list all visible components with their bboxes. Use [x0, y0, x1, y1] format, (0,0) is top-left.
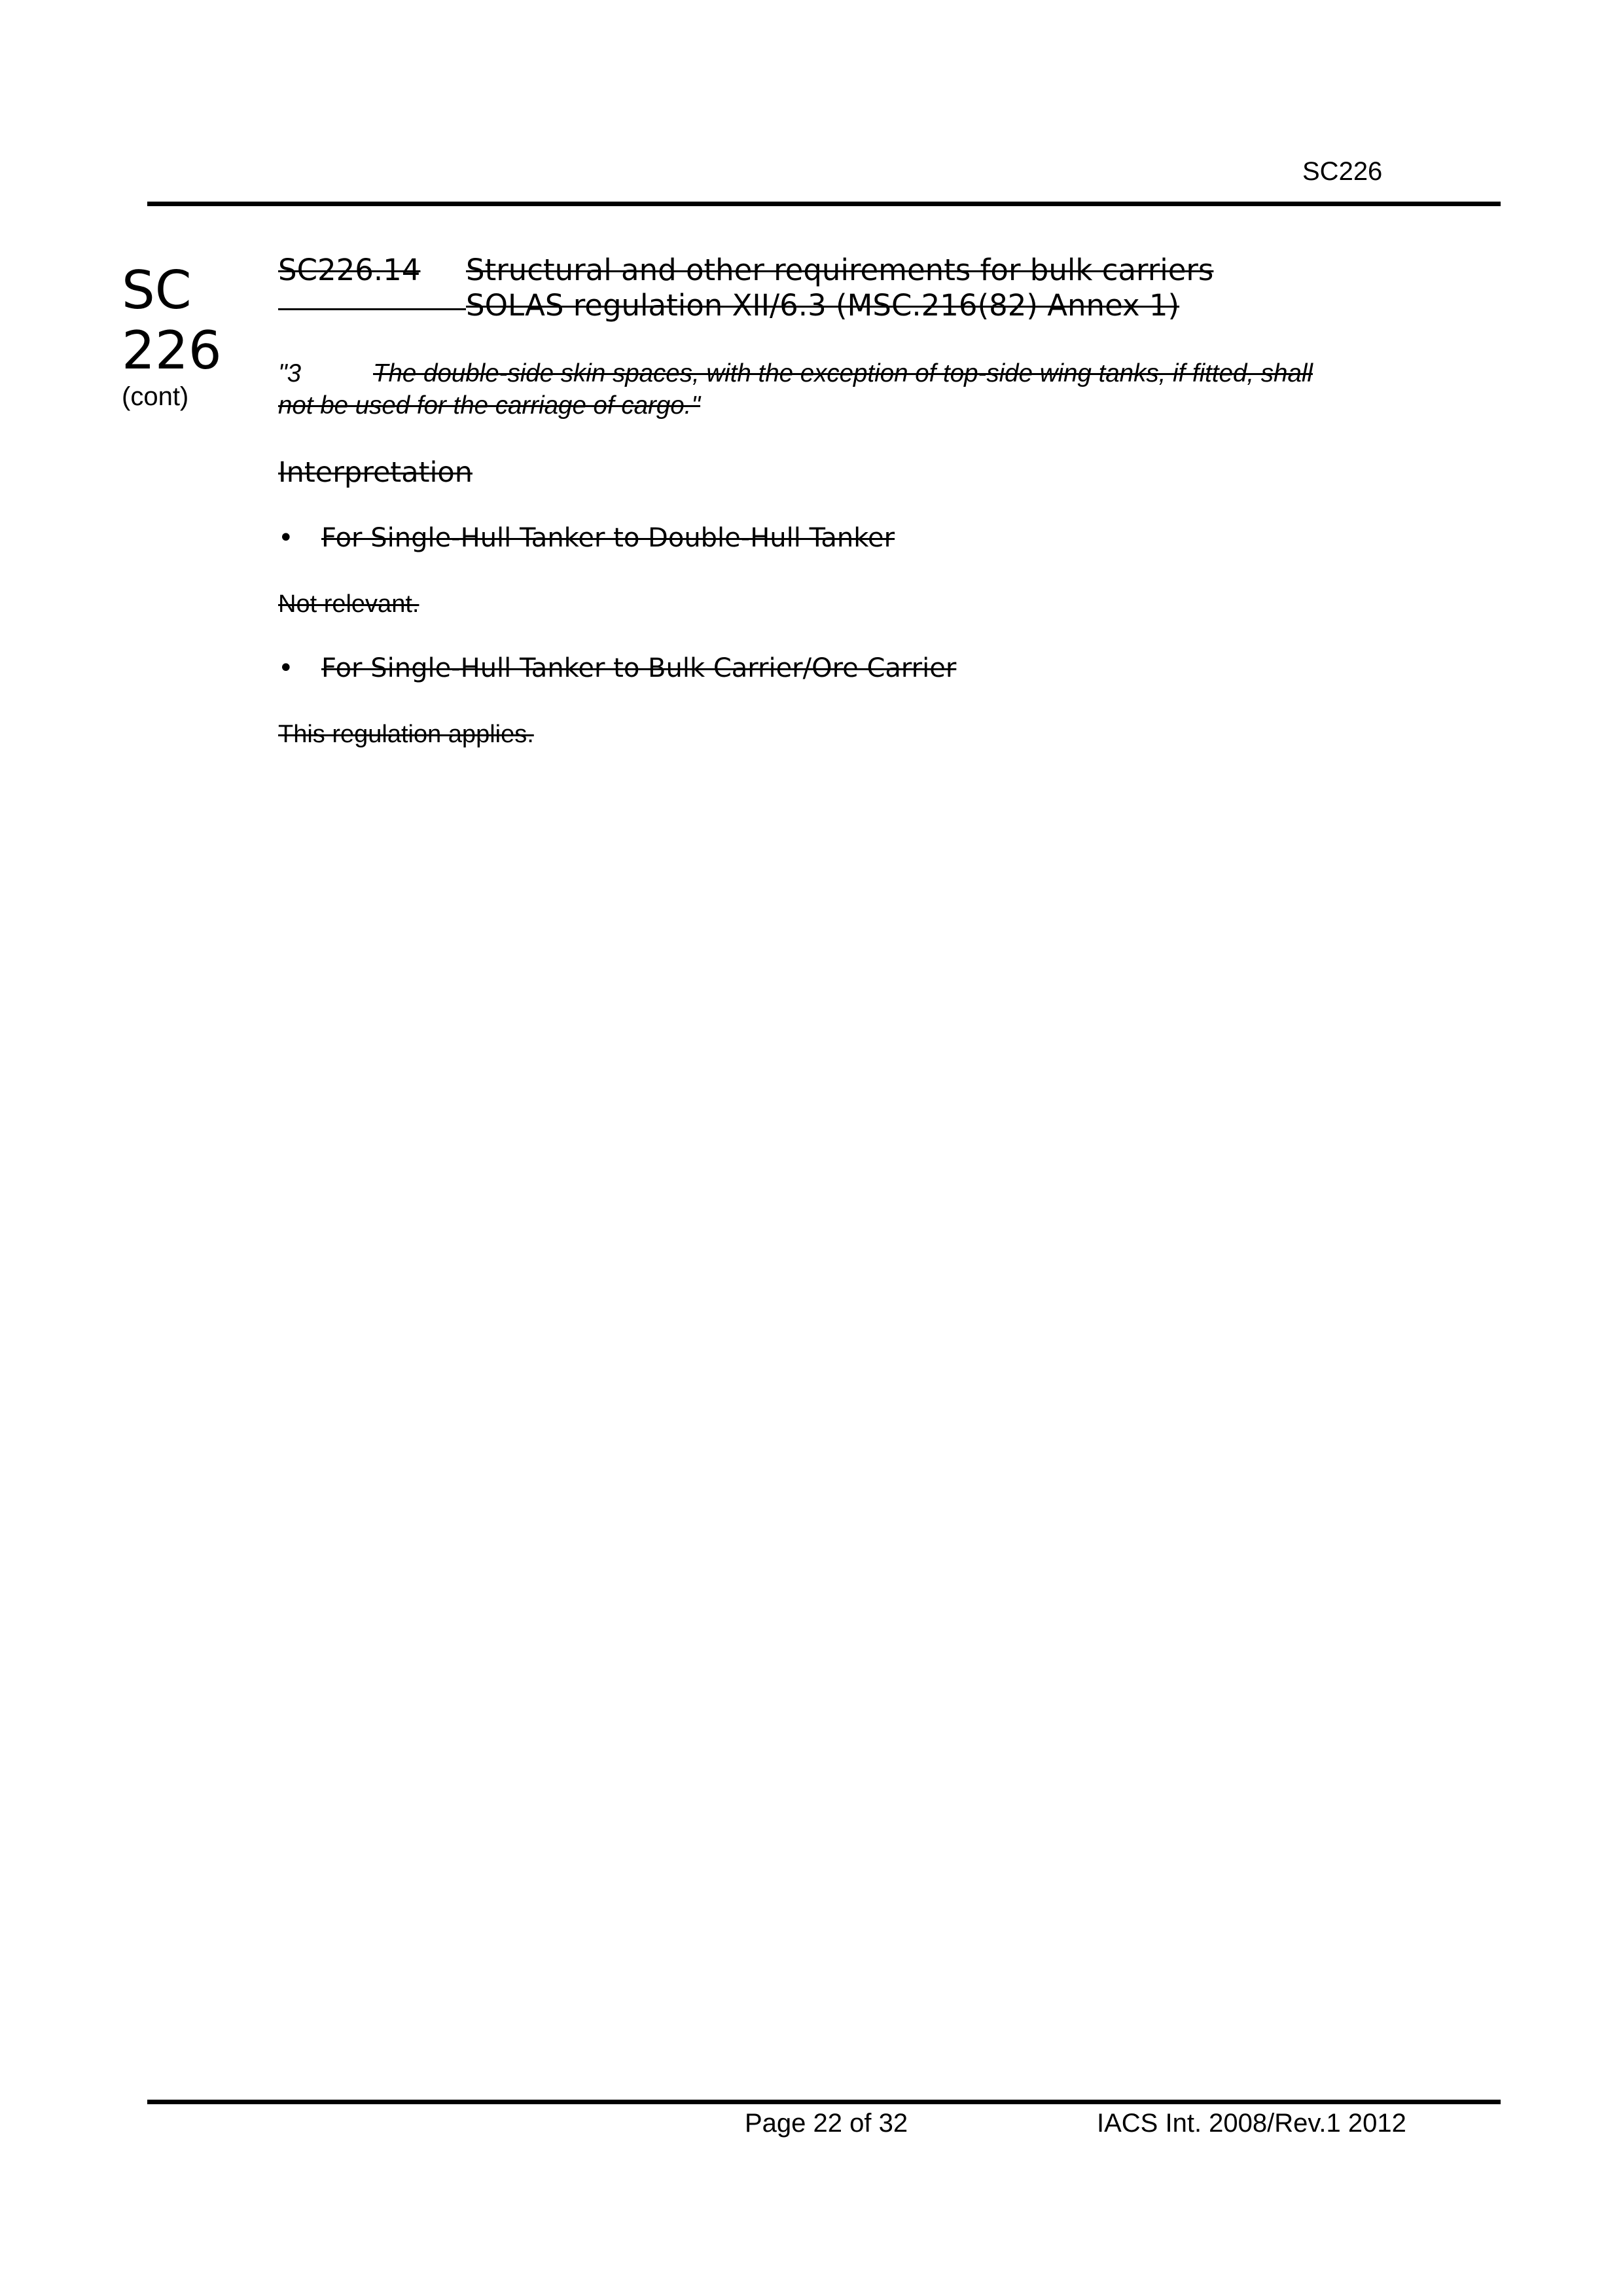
- list-item-text: Not relevant.: [278, 590, 419, 618]
- side-marker-prefix: SC: [122, 260, 192, 321]
- section-subtitle-strike-line: [278, 308, 466, 310]
- list-item: [278, 522, 895, 554]
- list-item-text: This regulation applies.: [278, 721, 534, 748]
- section-title: Structural and other requirements for bulk carriers: [466, 253, 1214, 287]
- side-marker-cont: (cont): [122, 382, 189, 411]
- footer-reference: IACS Int. 2008/Rev.1 2012: [1097, 2109, 1406, 2138]
- quote-number: "3: [278, 359, 302, 387]
- section-subtitle: SOLAS regulation XII/6.3 (MSC.216(82) Annex 1): [466, 288, 1180, 323]
- interpretation-heading: Interpretation: [278, 456, 473, 489]
- header-rule: [147, 202, 1501, 206]
- header-document-code: SC226: [1302, 157, 1383, 186]
- quote-text-1: The double-side skin spaces, with the exception of top-side wing tanks, if fitted, shall: [373, 359, 1313, 387]
- list-item-label: For Single-Hull Tanker to Bulk Carrier/Ore Carrier: [321, 653, 957, 683]
- list-item: [278, 652, 956, 685]
- footer-rule: [147, 2100, 1501, 2104]
- footer-page-number: Page 22 of 32: [745, 2109, 908, 2138]
- quote-line-2: not be used for the carriage of cargo.": [278, 391, 701, 420]
- list-item-label: For Single-Hull Tanker to Double-Hull Tanker: [321, 523, 895, 553]
- bullet-icon: •: [278, 523, 294, 553]
- section-number: SC226.14: [278, 253, 421, 287]
- bullet-icon: •: [278, 653, 294, 683]
- quote-line-1: [278, 357, 1430, 389]
- side-marker-number: 226: [122, 320, 222, 381]
